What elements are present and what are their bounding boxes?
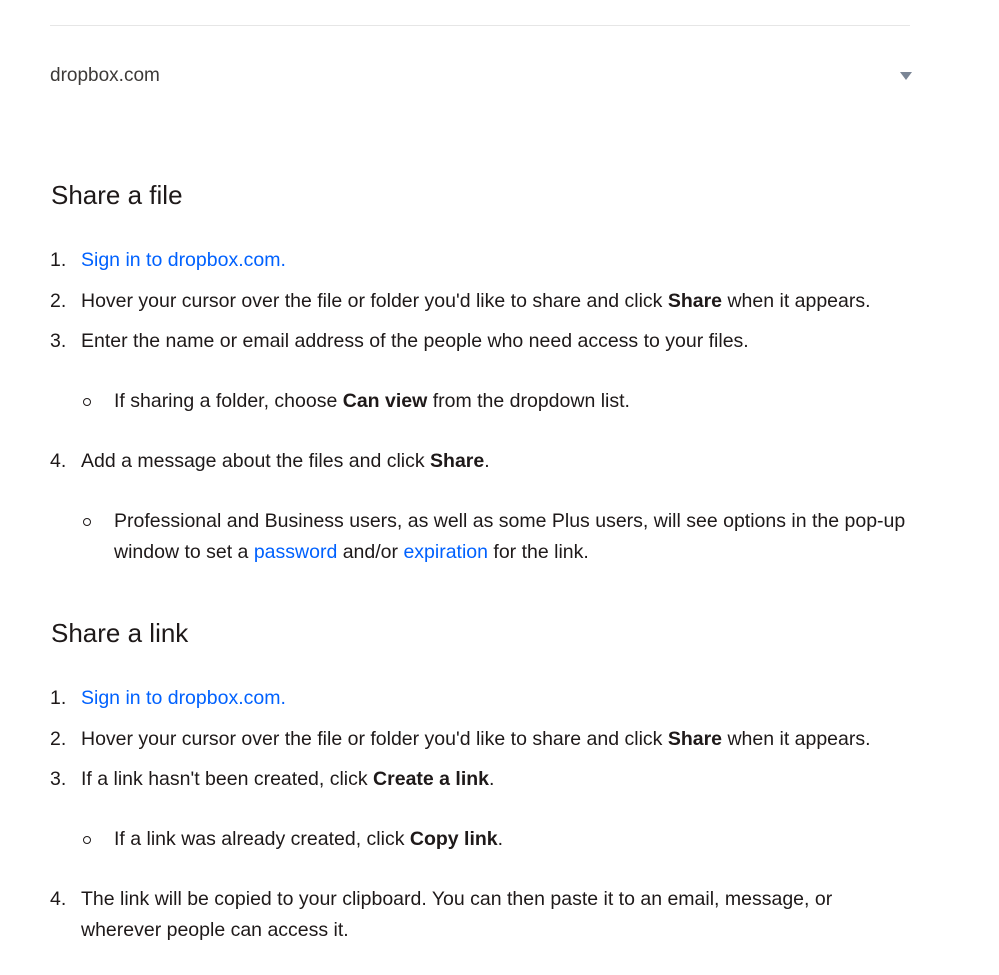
step-number: 1. [50, 249, 67, 271]
step-text: If sharing a folder, choose [114, 390, 343, 412]
step-number: 4. [50, 450, 67, 472]
circle-bullet-icon [83, 518, 91, 526]
step-text: for the link. [488, 541, 589, 563]
step-text: and/or [337, 541, 404, 563]
step-text: when it appears. [722, 290, 871, 312]
dropdown-label: dropbox.com [50, 65, 160, 86]
sign-in-link[interactable]: Sign in to dropbox.com. [81, 687, 286, 709]
step-text: . [497, 828, 504, 850]
caret-down-icon[interactable] [900, 72, 912, 80]
step-number: 4. [50, 888, 67, 910]
step-bold: Create a link [373, 768, 490, 790]
circle-bullet-icon [83, 398, 91, 406]
step-text: The link will be copied to your clipboard. You can then paste it to an email, message, or wherever people can access it. [81, 888, 833, 941]
step-text: when it appears. [722, 728, 871, 750]
step-text: Add a message about the files and click [81, 450, 431, 472]
circle-bullet-icon [83, 836, 91, 844]
step-bold: Share [430, 450, 485, 472]
step-number: 3. [50, 768, 67, 790]
step-bold: Copy link [409, 828, 498, 850]
step-number: 3. [50, 330, 67, 352]
step-number: 2. [50, 290, 67, 312]
step-text: . [484, 450, 490, 472]
step-text: Professional and Business users, as well as some Plus users, will see options in the pop-up window to set a [114, 510, 906, 563]
step-text: . [489, 768, 495, 790]
section-title-share-link: Share a link [51, 618, 189, 648]
step-bold: Share [667, 728, 723, 750]
step-bold: Share [667, 290, 723, 312]
step-text: If a link hasn't been created, click [81, 768, 374, 790]
section-title-share-file: Share a file [51, 180, 183, 210]
step-text: Enter the name or email address of the people who need access to your files. [81, 330, 749, 352]
step-bold: Can view [342, 390, 428, 412]
step-number: 2. [50, 728, 67, 750]
step-number: 1. [50, 687, 67, 709]
top-divider [50, 25, 910, 26]
step-text: from the dropdown list. [427, 390, 630, 412]
step-text: Hover your cursor over the file or folder you'd like to share and click [81, 290, 668, 312]
step-text: Hover your cursor over the file or folder you'd like to share and click [81, 728, 668, 750]
platform-dropdown[interactable] [50, 62, 912, 94]
expiration-link[interactable]: expiration [403, 541, 488, 563]
sign-in-link[interactable]: Sign in to dropbox.com. [81, 249, 286, 271]
password-link[interactable]: password [253, 541, 338, 563]
step-text: If a link was already created, click [114, 828, 410, 850]
